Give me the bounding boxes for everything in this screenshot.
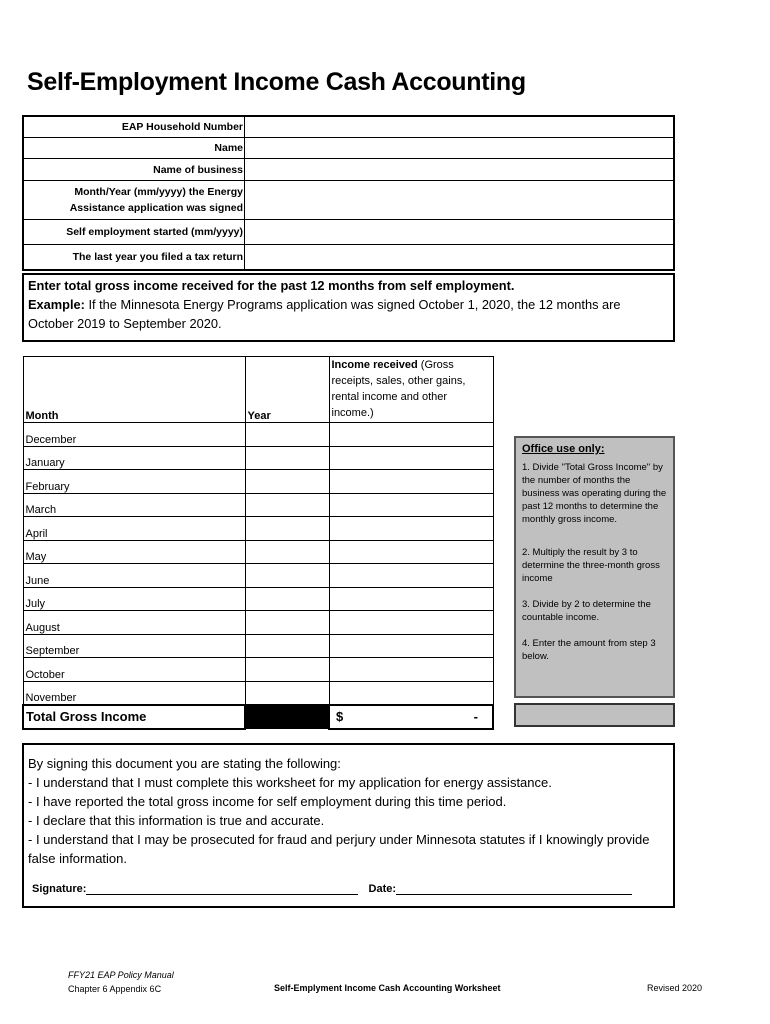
info-row-application-signed xyxy=(24,181,673,220)
year-cell[interactable] xyxy=(245,423,329,447)
currency-symbol: $ xyxy=(336,709,344,724)
declaration-line: - I understand that I may be prosecuted for fraud and perjury under Minnesota statutes if I knowingly provide false information. xyxy=(28,832,650,866)
year-cell[interactable] xyxy=(245,493,329,517)
footer-manual: FFY21 EAP Policy Manual xyxy=(68,970,174,980)
example-label: Example: xyxy=(28,297,85,312)
office-step: 2. Multiply the result by 3 to determine the three-month gross income xyxy=(522,547,660,584)
income-cell[interactable] xyxy=(329,517,493,541)
application-signed-field[interactable] xyxy=(245,181,673,219)
year-column-header: Year xyxy=(245,357,329,423)
month-label: July xyxy=(23,587,245,611)
month-label: February xyxy=(23,470,245,494)
income-cell[interactable] xyxy=(329,540,493,564)
tax-return-year-field[interactable] xyxy=(245,245,673,269)
year-cell[interactable] xyxy=(245,470,329,494)
declaration-line: - I declare that this information is true and accurate. xyxy=(28,813,325,828)
page-title: Self-Employment Income Cash Accounting xyxy=(27,68,526,96)
table-row xyxy=(23,470,493,494)
table-row xyxy=(23,446,493,470)
info-label: The last year you filed a tax return xyxy=(24,245,245,269)
table-row xyxy=(23,587,493,611)
month-label: November xyxy=(23,681,245,705)
office-use-heading: Office use only: xyxy=(522,443,605,455)
month-label: May xyxy=(23,540,245,564)
info-label: Month/Year (mm/yyyy) the Energy Assistance application was signed xyxy=(24,181,245,219)
income-cell[interactable] xyxy=(329,587,493,611)
year-cell[interactable] xyxy=(245,611,329,635)
total-label: Total Gross Income xyxy=(23,705,245,729)
declaration-line: By signing this document you are stating the following: xyxy=(28,756,341,771)
total-value: - xyxy=(473,709,478,724)
info-label: Self employment started (mm/yyyy) xyxy=(24,220,245,244)
info-label: Name xyxy=(24,138,245,158)
date-label: Date: xyxy=(368,883,397,895)
year-cell[interactable] xyxy=(245,564,329,588)
table-row xyxy=(23,493,493,517)
footer-worksheet-title: Self-Emplyment Income Cash Accounting Worksheet xyxy=(274,983,501,993)
total-year-blocked xyxy=(245,705,329,729)
info-row-tax-return xyxy=(24,245,673,269)
info-label: EAP Household Number xyxy=(24,117,245,137)
instructions-example xyxy=(28,295,669,333)
office-use-box xyxy=(514,436,675,698)
table-row xyxy=(23,681,493,705)
monthly-income-table xyxy=(22,356,494,730)
month-label: March xyxy=(23,493,245,517)
month-label: June xyxy=(23,564,245,588)
income-cell[interactable] xyxy=(329,634,493,658)
signature-label: Signature: xyxy=(32,883,87,895)
month-label: October xyxy=(23,658,245,682)
income-header-bold: Income received xyxy=(331,359,418,371)
business-name-field[interactable] xyxy=(245,159,673,180)
income-cell[interactable] xyxy=(329,470,493,494)
table-row xyxy=(23,564,493,588)
income-cell[interactable] xyxy=(329,658,493,682)
year-cell[interactable] xyxy=(245,517,329,541)
income-column-header xyxy=(329,357,493,423)
office-step: 4. Enter the amount from step 3 below. xyxy=(522,638,656,662)
footer-revised: Revised 2020 xyxy=(647,983,703,993)
income-header-detail: (Gross receipts, sales, other gains, rental income and other income.) xyxy=(331,359,466,419)
year-cell[interactable] xyxy=(245,634,329,658)
table-row xyxy=(23,423,493,447)
month-label: December xyxy=(23,423,245,447)
office-countable-income-field[interactable] xyxy=(514,703,675,727)
instructions-heading: Enter total gross income received for the past 12 months from self employment. xyxy=(28,278,515,293)
self-employment-start-field[interactable] xyxy=(245,220,673,244)
info-label: Name of business xyxy=(24,159,245,180)
table-row xyxy=(23,517,493,541)
table-row xyxy=(23,658,493,682)
year-cell[interactable] xyxy=(245,540,329,564)
month-label: September xyxy=(23,634,245,658)
household-info-table xyxy=(22,115,675,271)
income-cell[interactable] xyxy=(329,446,493,470)
name-field[interactable] xyxy=(245,138,673,158)
total-row xyxy=(23,705,493,729)
month-label: January xyxy=(23,446,245,470)
year-cell[interactable] xyxy=(245,658,329,682)
date-field[interactable] xyxy=(396,882,632,895)
example-text: If the Minnesota Energy Programs application was signed October 1, 2020, the 12 months are October 2019 to September 2020. xyxy=(28,297,621,331)
info-row-name xyxy=(24,138,673,159)
info-row-household-number xyxy=(24,117,673,138)
month-label: August xyxy=(23,611,245,635)
table-row xyxy=(23,611,493,635)
year-cell[interactable] xyxy=(245,681,329,705)
income-cell[interactable] xyxy=(329,493,493,517)
signature-row xyxy=(32,882,632,895)
office-step: 1. Divide "Total Gross Income" by the number of months the business was operating during the past 12 months to determine the monthly gross income. xyxy=(522,462,667,525)
household-number-field[interactable] xyxy=(245,117,673,137)
income-cell[interactable] xyxy=(329,423,493,447)
table-row xyxy=(23,540,493,564)
declaration-line: - I understand that I must complete this worksheet for my application for energy assistance. xyxy=(28,775,552,790)
income-cell[interactable] xyxy=(329,681,493,705)
year-cell[interactable] xyxy=(245,587,329,611)
income-cell[interactable] xyxy=(329,564,493,588)
declaration-line: - I have reported the total gross income for self employment during this time period. xyxy=(28,794,507,809)
table-header-row xyxy=(23,357,493,423)
instructions-box xyxy=(22,273,675,342)
month-label: April xyxy=(23,517,245,541)
income-cell[interactable] xyxy=(329,611,493,635)
year-cell[interactable] xyxy=(245,446,329,470)
footer-chapter: Chapter 6 Appendix 6C xyxy=(68,984,162,994)
office-step: 3. Divide by 2 to determine the countable income. xyxy=(522,599,651,623)
month-column-header: Month xyxy=(23,357,245,423)
table-row xyxy=(23,634,493,658)
info-row-self-employment-start xyxy=(24,220,673,245)
info-row-business xyxy=(24,159,673,181)
total-income-cell xyxy=(329,705,493,729)
signature-field[interactable] xyxy=(86,882,358,895)
